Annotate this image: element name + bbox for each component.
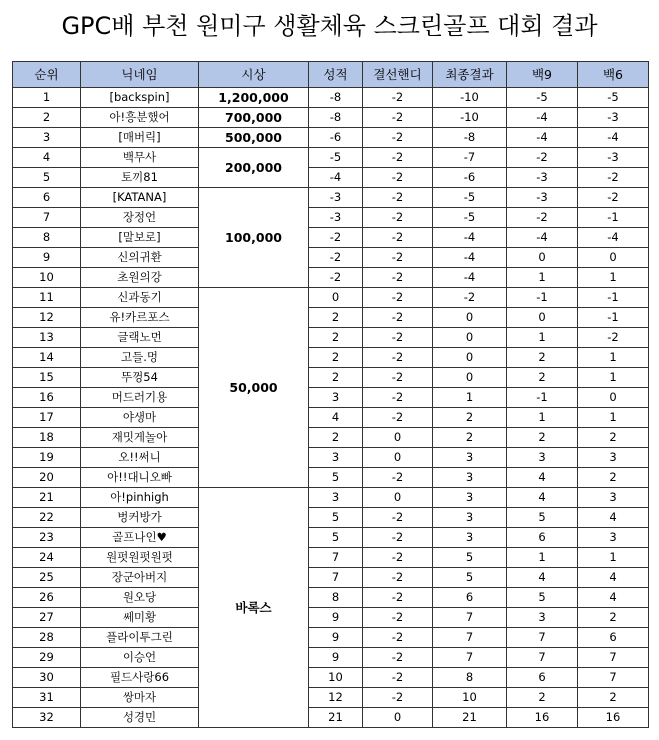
handicap-cell: -2: [363, 248, 433, 268]
nickname-cell: 글랙노먼: [81, 328, 199, 348]
prize-cell: 100,000: [199, 188, 309, 288]
table-row: [13, 208, 649, 228]
score-cell: 3: [309, 388, 363, 408]
back6-cell: -5: [578, 88, 649, 108]
col-header-final-result: 최종결과: [433, 62, 507, 88]
prize-cell: 700,000: [199, 108, 309, 128]
prize-cell: 바록스: [199, 488, 309, 728]
table-row: [13, 468, 649, 488]
handicap-cell: -2: [363, 548, 433, 568]
final-result-cell: -7: [433, 148, 507, 168]
rank-cell: 19: [13, 448, 81, 468]
table-row: [13, 668, 649, 688]
rank-cell: 23: [13, 528, 81, 548]
final-result-cell: 3: [433, 508, 507, 528]
score-cell: 5: [309, 468, 363, 488]
rank-cell: 13: [13, 328, 81, 348]
back6-cell: 2: [578, 468, 649, 488]
table-row: [13, 428, 649, 448]
back9-cell: -4: [507, 108, 578, 128]
rank-cell: 5: [13, 168, 81, 188]
rank-cell: 20: [13, 468, 81, 488]
back6-cell: 4: [578, 568, 649, 588]
final-result-cell: 5: [433, 548, 507, 568]
col-header-nickname: 닉네임: [81, 62, 199, 88]
score-cell: -3: [309, 208, 363, 228]
handicap-cell: -2: [363, 648, 433, 668]
back6-cell: -3: [578, 148, 649, 168]
handicap-cell: -2: [363, 188, 433, 208]
table-row: [13, 368, 649, 388]
final-result-cell: 10: [433, 688, 507, 708]
back9-cell: -2: [507, 148, 578, 168]
back9-cell: 3: [507, 608, 578, 628]
handicap-cell: -2: [363, 228, 433, 248]
rank-cell: 6: [13, 188, 81, 208]
prize-cell: 500,000: [199, 128, 309, 148]
rank-cell: 21: [13, 488, 81, 508]
handicap-cell: 0: [363, 428, 433, 448]
final-result-cell: 2: [433, 428, 507, 448]
prize-cell: 200,000: [199, 148, 309, 188]
final-result-cell: 2: [433, 408, 507, 428]
final-result-cell: 8: [433, 668, 507, 688]
table-row: [13, 388, 649, 408]
rank-cell: 12: [13, 308, 81, 328]
rank-cell: 29: [13, 648, 81, 668]
score-cell: -4: [309, 168, 363, 188]
nickname-cell: 쎄미황: [81, 608, 199, 628]
col-header-back9: 백9: [507, 62, 578, 88]
nickname-cell: [말보로]: [81, 228, 199, 248]
final-result-cell: 0: [433, 328, 507, 348]
rank-cell: 26: [13, 588, 81, 608]
score-cell: 7: [309, 548, 363, 568]
nickname-cell: 벙커방가: [81, 508, 199, 528]
back9-cell: -5: [507, 88, 578, 108]
score-cell: 2: [309, 368, 363, 388]
handicap-cell: -2: [363, 668, 433, 688]
final-result-cell: 5: [433, 568, 507, 588]
table-row: [13, 308, 649, 328]
rank-cell: 3: [13, 128, 81, 148]
final-result-cell: -10: [433, 88, 507, 108]
score-cell: 12: [309, 688, 363, 708]
table-row: [13, 488, 649, 508]
final-result-cell: 0: [433, 348, 507, 368]
handicap-cell: 0: [363, 488, 433, 508]
nickname-cell: 성경민: [81, 708, 199, 728]
handicap-cell: -2: [363, 128, 433, 148]
back9-cell: -1: [507, 288, 578, 308]
handicap-cell: -2: [363, 108, 433, 128]
table-row: [13, 528, 649, 548]
final-result-cell: -4: [433, 228, 507, 248]
back6-cell: 1: [578, 548, 649, 568]
nickname-cell: 신의귀환: [81, 248, 199, 268]
nickname-cell: 토끼81: [81, 168, 199, 188]
nickname-cell: 아!흥분했어: [81, 108, 199, 128]
table-row: [13, 108, 649, 128]
results-body: [13, 88, 649, 728]
rank-cell: 2: [13, 108, 81, 128]
score-cell: -2: [309, 268, 363, 288]
handicap-cell: -2: [363, 568, 433, 588]
rank-cell: 16: [13, 388, 81, 408]
back9-cell: -3: [507, 188, 578, 208]
col-header-prize: 시상: [199, 62, 309, 88]
rank-cell: 15: [13, 368, 81, 388]
handicap-cell: -2: [363, 388, 433, 408]
nickname-cell: 원오당: [81, 588, 199, 608]
final-result-cell: 7: [433, 648, 507, 668]
table-row: [13, 248, 649, 268]
nickname-cell: 고들.멍: [81, 348, 199, 368]
table-row: [13, 148, 649, 168]
table-row: [13, 168, 649, 188]
score-cell: 2: [309, 348, 363, 368]
handicap-cell: -2: [363, 628, 433, 648]
handicap-cell: -2: [363, 368, 433, 388]
final-result-cell: -4: [433, 248, 507, 268]
handicap-cell: -2: [363, 468, 433, 488]
handicap-cell: -2: [363, 688, 433, 708]
nickname-cell: 플라이투그린: [81, 628, 199, 648]
rank-cell: 18: [13, 428, 81, 448]
final-result-cell: 7: [433, 608, 507, 628]
rank-cell: 1: [13, 88, 81, 108]
back6-cell: -2: [578, 328, 649, 348]
handicap-cell: -2: [363, 208, 433, 228]
table-row: [13, 188, 649, 208]
final-result-cell: 1: [433, 388, 507, 408]
table-row: [13, 128, 649, 148]
table-row: [13, 688, 649, 708]
nickname-cell: 유!카르포스: [81, 308, 199, 328]
nickname-cell: 원펏원펏원펏: [81, 548, 199, 568]
final-result-cell: 3: [433, 448, 507, 468]
back6-cell: 0: [578, 388, 649, 408]
rank-cell: 7: [13, 208, 81, 228]
nickname-cell: 장정언: [81, 208, 199, 228]
back9-cell: 5: [507, 588, 578, 608]
rank-cell: 9: [13, 248, 81, 268]
final-result-cell: 3: [433, 468, 507, 488]
handicap-cell: -2: [363, 408, 433, 428]
back9-cell: 16: [507, 708, 578, 728]
rank-cell: 28: [13, 628, 81, 648]
score-cell: -3: [309, 188, 363, 208]
back6-cell: 3: [578, 528, 649, 548]
back6-cell: 6: [578, 628, 649, 648]
nickname-cell: 오!!써니: [81, 448, 199, 468]
score-cell: -5: [309, 148, 363, 168]
nickname-cell: 초원의강: [81, 268, 199, 288]
rank-cell: 25: [13, 568, 81, 588]
back6-cell: 4: [578, 508, 649, 528]
table-row: [13, 228, 649, 248]
final-result-cell: -4: [433, 268, 507, 288]
back6-cell: 1: [578, 408, 649, 428]
nickname-cell: 필드사랑66: [81, 668, 199, 688]
score-cell: 8: [309, 588, 363, 608]
back9-cell: 1: [507, 328, 578, 348]
score-cell: 2: [309, 328, 363, 348]
score-cell: 4: [309, 408, 363, 428]
handicap-cell: -2: [363, 168, 433, 188]
back9-cell: -2: [507, 208, 578, 228]
handicap-cell: -2: [363, 268, 433, 288]
table-row: [13, 328, 649, 348]
col-header-back6: 백6: [578, 62, 649, 88]
nickname-cell: 아!pinhigh: [81, 488, 199, 508]
final-result-cell: -6: [433, 168, 507, 188]
final-result-cell: -5: [433, 208, 507, 228]
back9-cell: 2: [507, 688, 578, 708]
score-cell: -6: [309, 128, 363, 148]
prize-cell: 50,000: [199, 288, 309, 488]
nickname-cell: 백무사: [81, 148, 199, 168]
rank-cell: 32: [13, 708, 81, 728]
final-result-cell: -8: [433, 128, 507, 148]
nickname-cell: 쌍마자: [81, 688, 199, 708]
back9-cell: -4: [507, 228, 578, 248]
table-row: [13, 588, 649, 608]
table-row: [13, 88, 649, 108]
back9-cell: -1: [507, 388, 578, 408]
score-cell: 0: [309, 288, 363, 308]
back9-cell: 0: [507, 248, 578, 268]
score-cell: 9: [309, 628, 363, 648]
back9-cell: 7: [507, 648, 578, 668]
rank-cell: 27: [13, 608, 81, 628]
back9-cell: 0: [507, 308, 578, 328]
back9-cell: 1: [507, 548, 578, 568]
back9-cell: 5: [507, 508, 578, 528]
table-row: [13, 648, 649, 668]
final-result-cell: 0: [433, 308, 507, 328]
score-cell: -8: [309, 108, 363, 128]
final-result-cell: 7: [433, 628, 507, 648]
col-header-score: 성적: [309, 62, 363, 88]
back9-cell: 2: [507, 368, 578, 388]
rank-cell: 24: [13, 548, 81, 568]
handicap-cell: -2: [363, 88, 433, 108]
rank-cell: 22: [13, 508, 81, 528]
table-row: [13, 508, 649, 528]
score-cell: 10: [309, 668, 363, 688]
back9-cell: 4: [507, 488, 578, 508]
final-result-cell: 0: [433, 368, 507, 388]
final-result-cell: -5: [433, 188, 507, 208]
table-row: [13, 288, 649, 308]
final-result-cell: 3: [433, 528, 507, 548]
final-result-cell: 6: [433, 588, 507, 608]
nickname-cell: 야생마: [81, 408, 199, 428]
nickname-cell: 골프나인♥: [81, 528, 199, 548]
table-row: [13, 448, 649, 468]
nickname-cell: 장군아버지: [81, 568, 199, 588]
header-row: [13, 62, 649, 88]
back6-cell: -1: [578, 208, 649, 228]
back9-cell: 3: [507, 448, 578, 468]
handicap-cell: 0: [363, 708, 433, 728]
rank-cell: 31: [13, 688, 81, 708]
handicap-cell: -2: [363, 348, 433, 368]
rank-cell: 14: [13, 348, 81, 368]
back9-cell: -3: [507, 168, 578, 188]
back9-cell: 1: [507, 408, 578, 428]
table-row: [13, 608, 649, 628]
back6-cell: 2: [578, 688, 649, 708]
handicap-cell: -2: [363, 328, 433, 348]
nickname-cell: 뚜껑54: [81, 368, 199, 388]
back6-cell: 16: [578, 708, 649, 728]
back9-cell: 4: [507, 468, 578, 488]
table-row: [13, 268, 649, 288]
score-cell: 2: [309, 308, 363, 328]
score-cell: -2: [309, 228, 363, 248]
final-result-cell: 21: [433, 708, 507, 728]
back9-cell: -4: [507, 128, 578, 148]
col-header-rank: 순위: [13, 62, 81, 88]
back9-cell: 4: [507, 568, 578, 588]
score-cell: 9: [309, 608, 363, 628]
score-cell: 3: [309, 448, 363, 468]
table-row: [13, 628, 649, 648]
final-result-cell: -10: [433, 108, 507, 128]
handicap-cell: -2: [363, 608, 433, 628]
back6-cell: -2: [578, 168, 649, 188]
back6-cell: -4: [578, 128, 649, 148]
back6-cell: -1: [578, 288, 649, 308]
score-cell: 3: [309, 488, 363, 508]
handicap-cell: -2: [363, 588, 433, 608]
back6-cell: -2: [578, 188, 649, 208]
back6-cell: -1: [578, 308, 649, 328]
rank-cell: 30: [13, 668, 81, 688]
nickname-cell: 아!!대니오빠: [81, 468, 199, 488]
score-cell: -8: [309, 88, 363, 108]
back6-cell: 4: [578, 588, 649, 608]
col-header-final-handicap: 결선핸디: [363, 62, 433, 88]
prize-cell: 1,200,000: [199, 88, 309, 108]
back6-cell: 3: [578, 448, 649, 468]
nickname-cell: [backspin]: [81, 88, 199, 108]
back6-cell: 7: [578, 648, 649, 668]
back6-cell: 2: [578, 608, 649, 628]
back6-cell: 1: [578, 348, 649, 368]
nickname-cell: 머드러기용: [81, 388, 199, 408]
handicap-cell: -2: [363, 508, 433, 528]
table-row: [13, 708, 649, 728]
results-table: [12, 61, 649, 728]
score-cell: -2: [309, 248, 363, 268]
final-result-cell: -2: [433, 288, 507, 308]
back6-cell: 0: [578, 248, 649, 268]
score-cell: 21: [309, 708, 363, 728]
nickname-cell: [KATANA]: [81, 188, 199, 208]
rank-cell: 17: [13, 408, 81, 428]
rank-cell: 4: [13, 148, 81, 168]
table-row: [13, 408, 649, 428]
back6-cell: 3: [578, 488, 649, 508]
handicap-cell: 0: [363, 448, 433, 468]
back6-cell: 2: [578, 428, 649, 448]
score-cell: 2: [309, 428, 363, 448]
back6-cell: -3: [578, 108, 649, 128]
page-title: GPC배 부천 원미구 생활체육 스크린골프 대회 결과: [61, 12, 598, 40]
back6-cell: -4: [578, 228, 649, 248]
final-result-cell: 3: [433, 488, 507, 508]
score-cell: 9: [309, 648, 363, 668]
handicap-cell: -2: [363, 288, 433, 308]
table-row: [13, 548, 649, 568]
back6-cell: 1: [578, 268, 649, 288]
nickname-cell: 이승언: [81, 648, 199, 668]
table-row: [13, 348, 649, 368]
handicap-cell: -2: [363, 148, 433, 168]
score-cell: 5: [309, 528, 363, 548]
handicap-cell: -2: [363, 528, 433, 548]
rank-cell: 8: [13, 228, 81, 248]
rank-cell: 10: [13, 268, 81, 288]
nickname-cell: [매버릭]: [81, 128, 199, 148]
nickname-cell: 신과동기: [81, 288, 199, 308]
table-row: [13, 568, 649, 588]
back9-cell: 7: [507, 628, 578, 648]
rank-cell: 11: [13, 288, 81, 308]
back9-cell: 2: [507, 348, 578, 368]
back9-cell: 6: [507, 668, 578, 688]
back9-cell: 1: [507, 268, 578, 288]
score-cell: 7: [309, 568, 363, 588]
handicap-cell: -2: [363, 308, 433, 328]
back9-cell: 2: [507, 428, 578, 448]
nickname-cell: 재밋게놀아: [81, 428, 199, 448]
score-cell: 5: [309, 508, 363, 528]
back9-cell: 6: [507, 528, 578, 548]
back6-cell: 7: [578, 668, 649, 688]
back6-cell: 1: [578, 368, 649, 388]
